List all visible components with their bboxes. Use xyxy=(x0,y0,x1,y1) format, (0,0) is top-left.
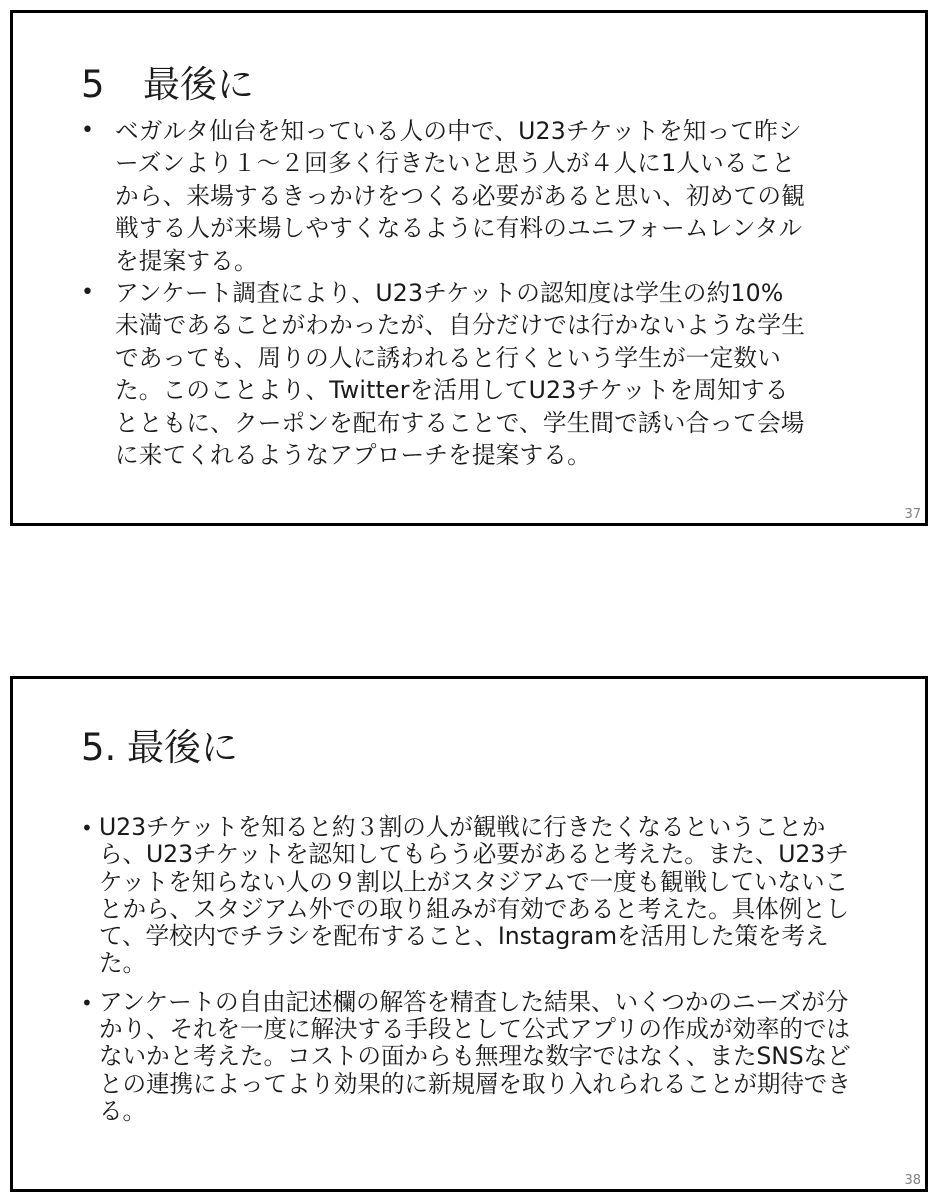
bullet-icon: • xyxy=(81,280,94,306)
title-number: 5 xyxy=(81,63,105,106)
list-item xyxy=(81,989,871,1125)
bullet-text: U23チケットを知ると約３割の人が観戦に行きたくなるということから、U23チケットを認知してもらう必要があると考えた。また、U23チケットを知らない人の９割以上がスタジアムで一度も観戦していないことから、スタジアム外での取り組みが有効であると考えた。具体例として、学校内でチラシを配布すること、Instagramを活用した策を考えた。 xyxy=(99,813,850,978)
title-number: 5. xyxy=(81,726,117,769)
bullet-icon: • xyxy=(81,118,94,143)
title-text: 最後に xyxy=(127,726,238,769)
bullet-list xyxy=(81,115,841,471)
page-number: 38 xyxy=(904,1173,921,1188)
list-item xyxy=(81,277,841,471)
slide-37 xyxy=(10,10,928,526)
list-item xyxy=(81,115,841,277)
bullet-icon: • xyxy=(81,990,93,1015)
slide-title xyxy=(81,726,238,770)
bullet-list xyxy=(81,814,871,1125)
title-text: 最後に xyxy=(143,63,254,106)
page-number: 37 xyxy=(904,507,921,522)
bullet-text: ベガルタ仙台を知っている人の中で、U23チケットを知って昨シーズンより１～２回多く行きたいと思う人が４人に1人いることから、来場するきっかけをつくる必要があると思い、初めての観戦する人が来場しやすくなるように有料のユニフォームレンタルを提案する。 xyxy=(115,117,806,275)
slide-38 xyxy=(10,676,928,1192)
bullet-text: アンケートの自由記述欄の解答を精査した結果、いくつかのニーズが分かり、それを一度に解決する手段として公式アプリの作成が効率的ではないかと考えた。コストの面からも無理な数字ではなく、またSNSなどとの連携によってより効果的に新規層を取り入れられることが期待できる。 xyxy=(99,987,851,1125)
slide-title xyxy=(81,63,254,107)
bullet-text: アンケート調査により、U23チケットの認知度は学生の約10%未満であることがわかったが、自分だけでは行かないような学生であっても、周りの人に誘われると行くという学生が一定数いた。このことより、Twitterを活用してU23チケットを周知するとともに、クーポンを配布することで、学生間で誘い合って会場に来てくれるようなアプローチを提案する。 xyxy=(115,279,806,470)
bullet-icon: • xyxy=(81,816,93,840)
list-item xyxy=(81,814,871,978)
